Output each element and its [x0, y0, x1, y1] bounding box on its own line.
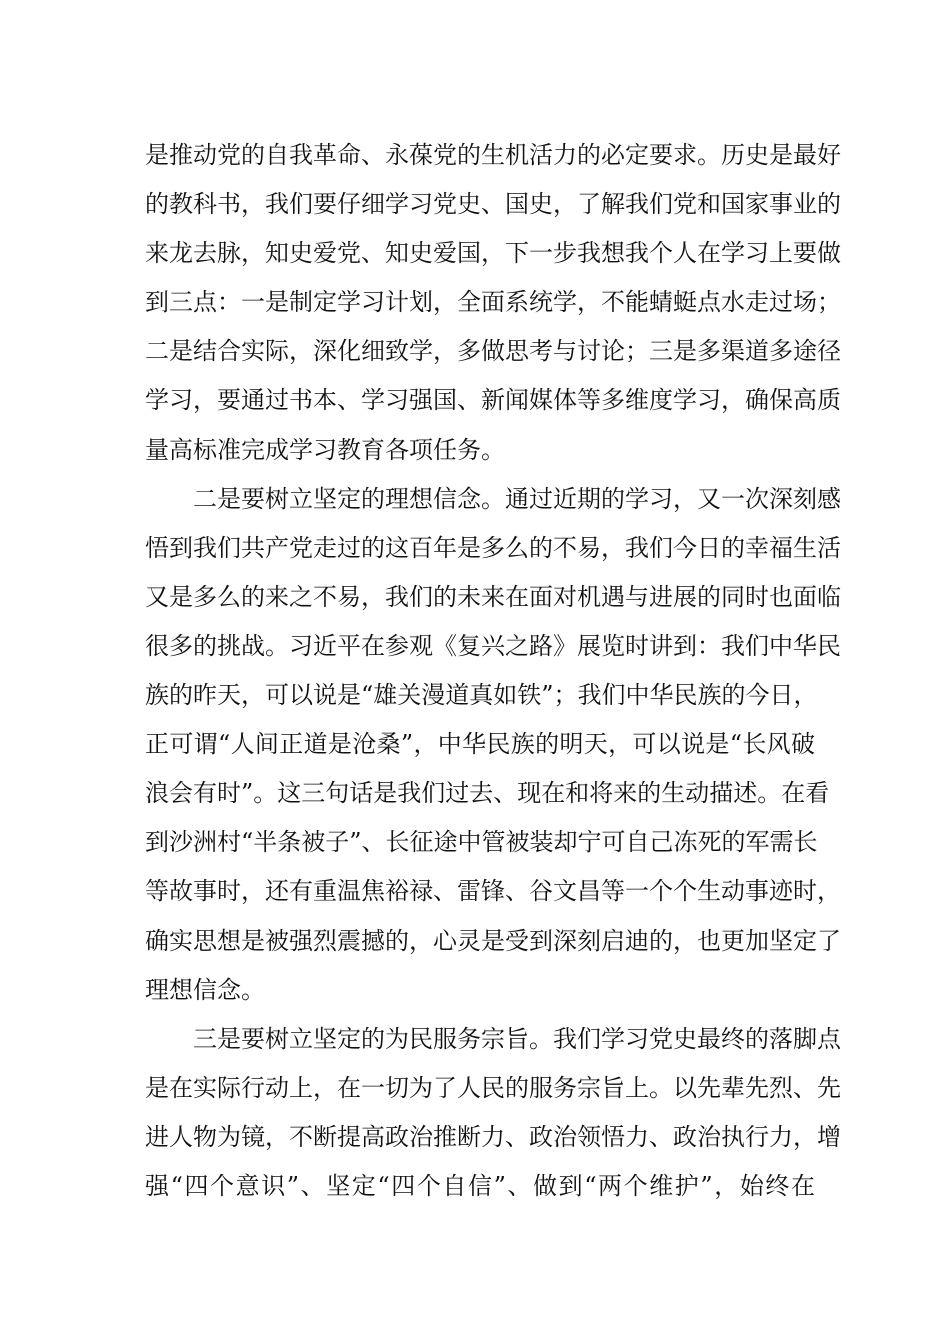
document-body — [145, 131, 841, 1211]
text-line: 等故事时，还有重温焦裕禄、雷锋、谷文昌等一个个生动事迹时， — [145, 877, 841, 906]
text-line: 是在实际行动上，在一切为了人民的服务宗旨上。以先辈先烈、先 — [145, 1073, 841, 1102]
text-line: 确实思想是被强烈震撼的，心灵是受到深刻启迪的，也更加坚定了 — [145, 926, 841, 955]
paragraph-1 — [145, 131, 841, 475]
paragraph-2 — [145, 475, 841, 1015]
text-line: 到三点：一是制定学习计划，全面系统学，不能蜻蜓点水走过场； — [145, 288, 841, 317]
text-line: 来龙去脉，知史爱党、知史爱国，下一步我想我个人在学习上要做 — [145, 239, 841, 268]
text-line: 学习，要通过书本、学习强国、新闻媒体等多维度学习，确保高质 — [145, 386, 841, 415]
text-line: 悟到我们共产党走过的这百年是多么的不易，我们今日的幸福生活 — [145, 533, 841, 562]
text-line: 浪会有时”。这三句话是我们过去、现在和将来的生动描述。在看 — [145, 779, 830, 808]
text-line: 正可谓“人间正道是沧桑”，中华民族的明天，可以说是“长风破 — [145, 730, 815, 759]
text-line: 族的昨天，可以说是“雄关漫道真如铁”；我们中华民族的今日， — [145, 681, 818, 710]
text-line: 的教科书，我们要仔细学习党史、国史，了解我们党和国家事业的 — [145, 190, 841, 219]
text-line: 理想信念。 — [145, 975, 265, 1004]
text-line: 量高标准完成学习教育各项任务。 — [145, 435, 505, 464]
text-line: 又是多么的来之不易，我们的未来在面对机遇与进展的同时也面临 — [145, 582, 841, 611]
paragraph-3 — [145, 1015, 841, 1211]
text-line: 二是结合实际，深化细致学，多做思考与讨论；三是多渠道多途径 — [145, 337, 841, 366]
text-line: 很多的挑战。习近平在参观《复兴之路》展览时讲到：我们中华民 — [145, 631, 841, 660]
text-line: 三是要树立坚定的为民服务宗旨。我们学习党史最终的落脚点 — [145, 1024, 841, 1053]
text-line: 是推动党的自我革命、永葆党的生机活力的必定要求。历史是最好 — [145, 141, 841, 169]
text-line: 到沙洲村“半条被子”、长征途中管被装却宁可自己冻死的军需长 — [145, 828, 818, 857]
text-line: 强“四个意识”、坚定“四个自信”、做到“两个维护”，始终在 — [145, 1171, 815, 1200]
text-line: 二是要树立坚定的理想信念。通过近期的学习，又一次深刻感 — [145, 484, 841, 513]
text-line: 进人物为镜，不断提高政治推断力、政治领悟力、政治执行力，增 — [145, 1122, 841, 1151]
